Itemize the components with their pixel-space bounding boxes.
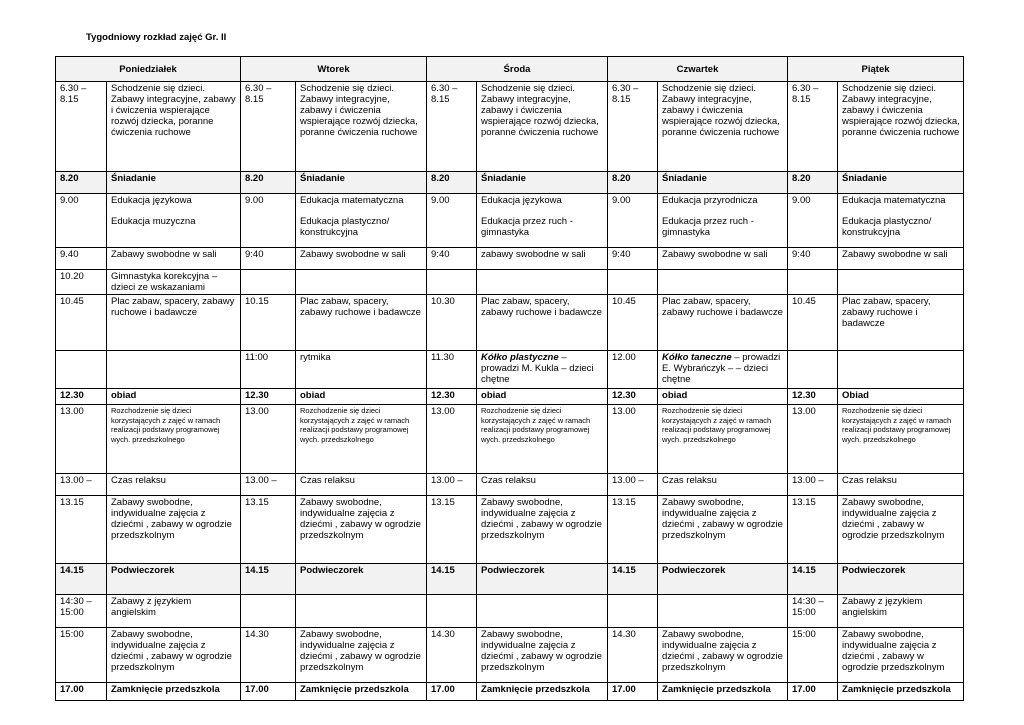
activity-cell-friday (838, 194, 964, 248)
activity-cell-monday: Schodzenie się dzieci. Zabawy integracyjne, zabawy i ćwiczenia wspierające rozwój dziecka, poranne ćwiczenia ruchowe (107, 82, 241, 172)
activity-cell-wednesday: Czas relaksu (477, 474, 608, 496)
time-cell-friday: 13.15 (788, 496, 838, 564)
activity-cell-thursday (658, 194, 788, 248)
time-cell-monday: 13.00 (56, 405, 107, 474)
activity-primary: Edukacja matematyczna (842, 195, 946, 206)
time-cell-wednesday: 13.00 (427, 405, 477, 474)
activity-primary: Edukacja matematyczna (300, 195, 404, 206)
time-cell-friday (788, 351, 838, 389)
activity-secondary: Edukacja przez ruch - gimnastyka (481, 216, 573, 238)
activity-cell-thursday: Zabawy swobodne w sali (658, 248, 788, 270)
activity-secondary: Edukacja plastyczno/ konstrukcyjna (842, 216, 932, 238)
time-cell-tuesday: 13.00 (241, 405, 296, 474)
day-header-row (56, 57, 964, 82)
club-details: – prowadzi E. Wybrańczyk – – dzieci chętne (662, 352, 781, 385)
activity-cell-thursday: Rozchodzenie się dzieci korzystających z zajęć w ramach realizacji podstawy programowej wych. przedszkolnego (658, 405, 788, 474)
time-cell-wednesday: 9:40 (427, 248, 477, 270)
activity-cell-monday: Zabawy z językiem angielskim (107, 595, 241, 628)
time-cell-tuesday: 14.30 (241, 628, 296, 683)
activity-cell-tuesday: Zabawy swobodne, indywidualne zajęcia z dziećmi , zabawy w ogrodzie przedszkolnym (296, 496, 427, 564)
time-cell-wednesday: 14.30 (427, 628, 477, 683)
activity-cell-monday: Plac zabaw, spacery, zabawy ruchowe i badawcze (107, 295, 241, 351)
activity-cell-tuesday: Rozchodzenie się dzieci korzystających z zajęć w ramach realizacji podstawy programowej wych. przedszkolnego (296, 405, 427, 474)
activity-cell-monday: Śniadanie (107, 172, 241, 194)
activity-cell-wednesday (477, 351, 608, 389)
activity-cell-friday (838, 351, 964, 389)
activity-cell-friday: Zabawy swobodne, indywidualne zajęcia z dziećmi , zabawy w ogrodzie przedszkolnym (838, 496, 964, 564)
club-name: Kółko plastyczne (481, 352, 559, 363)
time-cell-thursday: 9.00 (608, 194, 658, 248)
activity-cell-thursday: Czas relaksu (658, 474, 788, 496)
activity-cell-monday: obiad (107, 389, 241, 405)
schedule-row (56, 474, 964, 496)
time-cell-wednesday: 9.00 (427, 194, 477, 248)
activity-cell-friday: Zamknięcie przedszkola (838, 683, 964, 701)
time-cell-friday (788, 270, 838, 295)
time-cell-tuesday: 6.30 – 8.15 (241, 82, 296, 172)
activity-cell-tuesday: rytmika (296, 351, 427, 389)
time-cell-monday: 12.30 (56, 389, 107, 405)
activity-cell-tuesday (296, 270, 427, 295)
schedule-row (56, 194, 964, 248)
activity-cell-tuesday: Podwieczorek (296, 564, 427, 595)
activity-cell-monday: Gimnastyka korekcyjna – dzieci ze wskazaniami (107, 270, 241, 295)
time-cell-thursday: 17.00 (608, 683, 658, 701)
activity-cell-thursday: Podwieczorek (658, 564, 788, 595)
time-cell-friday: 10.45 (788, 295, 838, 351)
activity-cell-monday: Podwieczorek (107, 564, 241, 595)
time-cell-monday: 9.40 (56, 248, 107, 270)
activity-secondary: Edukacja plastyczno/ konstrukcyjna (300, 216, 390, 238)
time-cell-tuesday: 13.00 – (241, 474, 296, 496)
activity-cell-thursday: Zabawy swobodne, indywidualne zajęcia z dziećmi , zabawy w ogrodzie przedszkolnym (658, 628, 788, 683)
time-cell-monday: 9.00 (56, 194, 107, 248)
time-cell-thursday: 14.15 (608, 564, 658, 595)
time-cell-wednesday: 13.00 – (427, 474, 477, 496)
activity-cell-friday: Plac zabaw, spacery, zabawy ruchowe i badawcze (838, 295, 964, 351)
time-cell-wednesday: 12.30 (427, 389, 477, 405)
activity-cell-thursday (658, 270, 788, 295)
activity-cell-friday (838, 270, 964, 295)
time-cell-thursday: 13.15 (608, 496, 658, 564)
activity-cell-friday: Podwieczorek (838, 564, 964, 595)
time-cell-wednesday: 6.30 – 8.15 (427, 82, 477, 172)
activity-cell-wednesday (477, 194, 608, 248)
time-cell-thursday (608, 595, 658, 628)
activity-cell-monday (107, 194, 241, 248)
time-cell-thursday: 13.00 – (608, 474, 658, 496)
time-cell-tuesday: 12.30 (241, 389, 296, 405)
activity-cell-wednesday: Śniadanie (477, 172, 608, 194)
time-cell-tuesday: 9.00 (241, 194, 296, 248)
time-cell-monday: 17.00 (56, 683, 107, 701)
activity-cell-friday: Śniadanie (838, 172, 964, 194)
schedule-row (56, 248, 964, 270)
activity-cell-thursday (658, 595, 788, 628)
activity-cell-tuesday (296, 595, 427, 628)
activity-cell-tuesday: Schodzenie się dzieci. Zabawy integracyjne, zabawy i ćwiczenia wspierające rozwój dziecka, poranne ćwiczenia ruchowe (296, 82, 427, 172)
time-cell-friday: 14:30 – 15:00 (788, 595, 838, 628)
activity-cell-wednesday: Schodzenie się dzieci. Zabawy integracyjne, zabawy i ćwiczenia wspierające rozwój dziecka, poranne ćwiczenia ruchowe (477, 82, 608, 172)
activity-cell-wednesday: zabawy swobodne w sali (477, 248, 608, 270)
activity-cell-tuesday: Śniadanie (296, 172, 427, 194)
time-cell-tuesday: 10.15 (241, 295, 296, 351)
time-cell-monday: 6.30 – 8.15 (56, 82, 107, 172)
time-cell-friday: 13.00 – (788, 474, 838, 496)
time-cell-friday: 17.00 (788, 683, 838, 701)
time-cell-tuesday: 17.00 (241, 683, 296, 701)
activity-cell-tuesday: obiad (296, 389, 427, 405)
activity-cell-wednesday: Zamknięcie przedszkola (477, 683, 608, 701)
time-cell-thursday: 13.00 (608, 405, 658, 474)
time-cell-wednesday: 13.15 (427, 496, 477, 564)
time-cell-wednesday: 10.30 (427, 295, 477, 351)
activity-cell-friday: Schodzenie się dzieci. Zabawy integracyjne, zabawy i ćwiczenia wspierające rozwój dziecka, poranne ćwiczenia ruchowe (838, 82, 964, 172)
time-cell-monday: 13.15 (56, 496, 107, 564)
activity-cell-wednesday: Zabawy swobodne, indywidualne zajęcia z dziećmi , zabawy w ogrodzie przedszkolnym (477, 496, 608, 564)
time-cell-monday: 8.20 (56, 172, 107, 194)
schedule-row (56, 295, 964, 351)
schedule-row (56, 628, 964, 683)
activity-secondary: Edukacja przez ruch - gimnastyka (662, 216, 754, 238)
time-cell-friday: 13.00 (788, 405, 838, 474)
schedule-row (56, 270, 964, 295)
schedule-row (56, 82, 964, 172)
activity-primary: Edukacja przyrodnicza (662, 195, 758, 206)
schedule-row (56, 496, 964, 564)
day-header-friday: Piątek (788, 57, 964, 82)
activity-cell-monday: Rozchodzenie się dzieci korzystających z zajęć w ramach realizacji podstawy programowej wych. przedszkolnego (107, 405, 241, 474)
activity-cell-friday: Zabawy swobodne, indywidualne zajęcia z dziećmi , zabawy w ogrodzie przedszkolnym (838, 628, 964, 683)
activity-cell-monday (107, 351, 241, 389)
activity-cell-thursday: obiad (658, 389, 788, 405)
activity-cell-thursday: Zamknięcie przedszkola (658, 683, 788, 701)
time-cell-monday (56, 351, 107, 389)
time-cell-thursday: 14.30 (608, 628, 658, 683)
time-cell-tuesday (241, 595, 296, 628)
schedule-row (56, 405, 964, 474)
activity-cell-monday: Zabawy swobodne, indywidualne zajęcia z dziećmi , zabawy w ogrodzie przedszkolnym (107, 496, 241, 564)
day-header-wednesday: Środa (427, 57, 608, 82)
time-cell-thursday: 12.00 (608, 351, 658, 389)
activity-cell-friday: Obiad (838, 389, 964, 405)
time-cell-friday: 8.20 (788, 172, 838, 194)
time-cell-wednesday (427, 595, 477, 628)
time-cell-thursday (608, 270, 658, 295)
activity-cell-friday: Zabawy z językiem angielskim (838, 595, 964, 628)
day-header-monday: Poniedziałek (56, 57, 241, 82)
activity-cell-wednesday: obiad (477, 389, 608, 405)
activity-cell-tuesday: Plac zabaw, spacery, zabawy ruchowe i badawcze (296, 295, 427, 351)
schedule-row (56, 351, 964, 389)
activity-cell-thursday: Śniadanie (658, 172, 788, 194)
club-name: Kółko taneczne (662, 352, 732, 363)
activity-cell-wednesday (477, 595, 608, 628)
time-cell-thursday: 8.20 (608, 172, 658, 194)
schedule-row (56, 683, 964, 701)
activity-cell-tuesday: Zabawy swobodne, indywidualne zajęcia z dziećmi , zabawy w ogrodzie przedszkolnym (296, 628, 427, 683)
activity-cell-thursday (658, 351, 788, 389)
schedule-row (56, 172, 964, 194)
weekly-schedule-table (55, 56, 964, 701)
time-cell-friday: 9.00 (788, 194, 838, 248)
activity-cell-tuesday: Zamknięcie przedszkola (296, 683, 427, 701)
time-cell-monday: 10.45 (56, 295, 107, 351)
time-cell-thursday: 6.30 – 8.15 (608, 82, 658, 172)
time-cell-wednesday: 8.20 (427, 172, 477, 194)
time-cell-tuesday: 13.15 (241, 496, 296, 564)
activity-cell-friday: Zabawy swobodne w sali (838, 248, 964, 270)
schedule-row (56, 595, 964, 628)
time-cell-monday: 13.00 – (56, 474, 107, 496)
activity-cell-wednesday: Plac zabaw, spacery, zabawy ruchowe i badawcze (477, 295, 608, 351)
time-cell-tuesday: 8.20 (241, 172, 296, 194)
time-cell-monday: 14:30 – 15:00 (56, 595, 107, 628)
activity-cell-thursday: Plac zabaw, spacery, zabawy ruchowe i badawcze (658, 295, 788, 351)
activity-cell-tuesday: Czas relaksu (296, 474, 427, 496)
activity-cell-tuesday: Zabawy swobodne w sali (296, 248, 427, 270)
time-cell-friday: 12.30 (788, 389, 838, 405)
time-cell-thursday: 10.45 (608, 295, 658, 351)
time-cell-wednesday: 14.15 (427, 564, 477, 595)
time-cell-friday: 9:40 (788, 248, 838, 270)
time-cell-friday: 15:00 (788, 628, 838, 683)
time-cell-friday: 6.30 – 8.15 (788, 82, 838, 172)
schedule-row (56, 389, 964, 405)
time-cell-monday: 15:00 (56, 628, 107, 683)
time-cell-tuesday: 14.15 (241, 564, 296, 595)
day-header-thursday: Czwartek (608, 57, 788, 82)
activity-cell-wednesday: Podwieczorek (477, 564, 608, 595)
schedule-row (56, 564, 964, 595)
activity-cell-monday: Zamknięcie przedszkola (107, 683, 241, 701)
time-cell-tuesday (241, 270, 296, 295)
activity-primary: Edukacja językowa (111, 195, 192, 206)
time-cell-tuesday: 11:00 (241, 351, 296, 389)
activity-cell-wednesday (477, 270, 608, 295)
activity-cell-monday: Czas relaksu (107, 474, 241, 496)
time-cell-wednesday (427, 270, 477, 295)
club-details: – prowadzi M. Kukla – dzieci chętne (481, 352, 594, 385)
time-cell-friday: 14.15 (788, 564, 838, 595)
activity-cell-thursday: Zabawy swobodne, indywidualne zajęcia z dziećmi , zabawy w ogrodzie przedszkolnym (658, 496, 788, 564)
activity-cell-wednesday: Zabawy swobodne, indywidualne zajęcia z dziećmi , zabawy w ogrodzie przedszkolnym (477, 628, 608, 683)
time-cell-thursday: 12.30 (608, 389, 658, 405)
time-cell-wednesday: 17.00 (427, 683, 477, 701)
time-cell-wednesday: 11.30 (427, 351, 477, 389)
activity-cell-thursday: Schodzenie się dzieci. Zabawy integracyjne, zabawy i ćwiczenia wspierające rozwój dziecka, poranne ćwiczenia ruchowe (658, 82, 788, 172)
activity-primary: Edukacja językowa (481, 195, 562, 206)
activity-cell-wednesday: Rozchodzenie się dzieci korzystających z zajęć w ramach realizacji podstawy programowej wych. przedszkolnego (477, 405, 608, 474)
activity-cell-monday: Zabawy swobodne w sali (107, 248, 241, 270)
time-cell-tuesday: 9:40 (241, 248, 296, 270)
activity-secondary: Edukacja muzyczna (111, 216, 196, 227)
activity-cell-friday: Czas relaksu (838, 474, 964, 496)
day-header-tuesday: Wtorek (241, 57, 427, 82)
activity-cell-tuesday (296, 194, 427, 248)
activity-cell-friday: Rozchodzenie się dzieci korzystających z zajęć w ramach realizacji podstawy programowej wych. przedszkolnego (838, 405, 964, 474)
activity-cell-monday: Zabawy swobodne, indywidualne zajęcia z dziećmi , zabawy w ogrodzie przedszkolnym (107, 628, 241, 683)
time-cell-monday: 10.20 (56, 270, 107, 295)
document-title: Tygodniowy rozkład zajęć Gr. II (86, 32, 227, 43)
time-cell-thursday: 9:40 (608, 248, 658, 270)
time-cell-monday: 14.15 (56, 564, 107, 595)
